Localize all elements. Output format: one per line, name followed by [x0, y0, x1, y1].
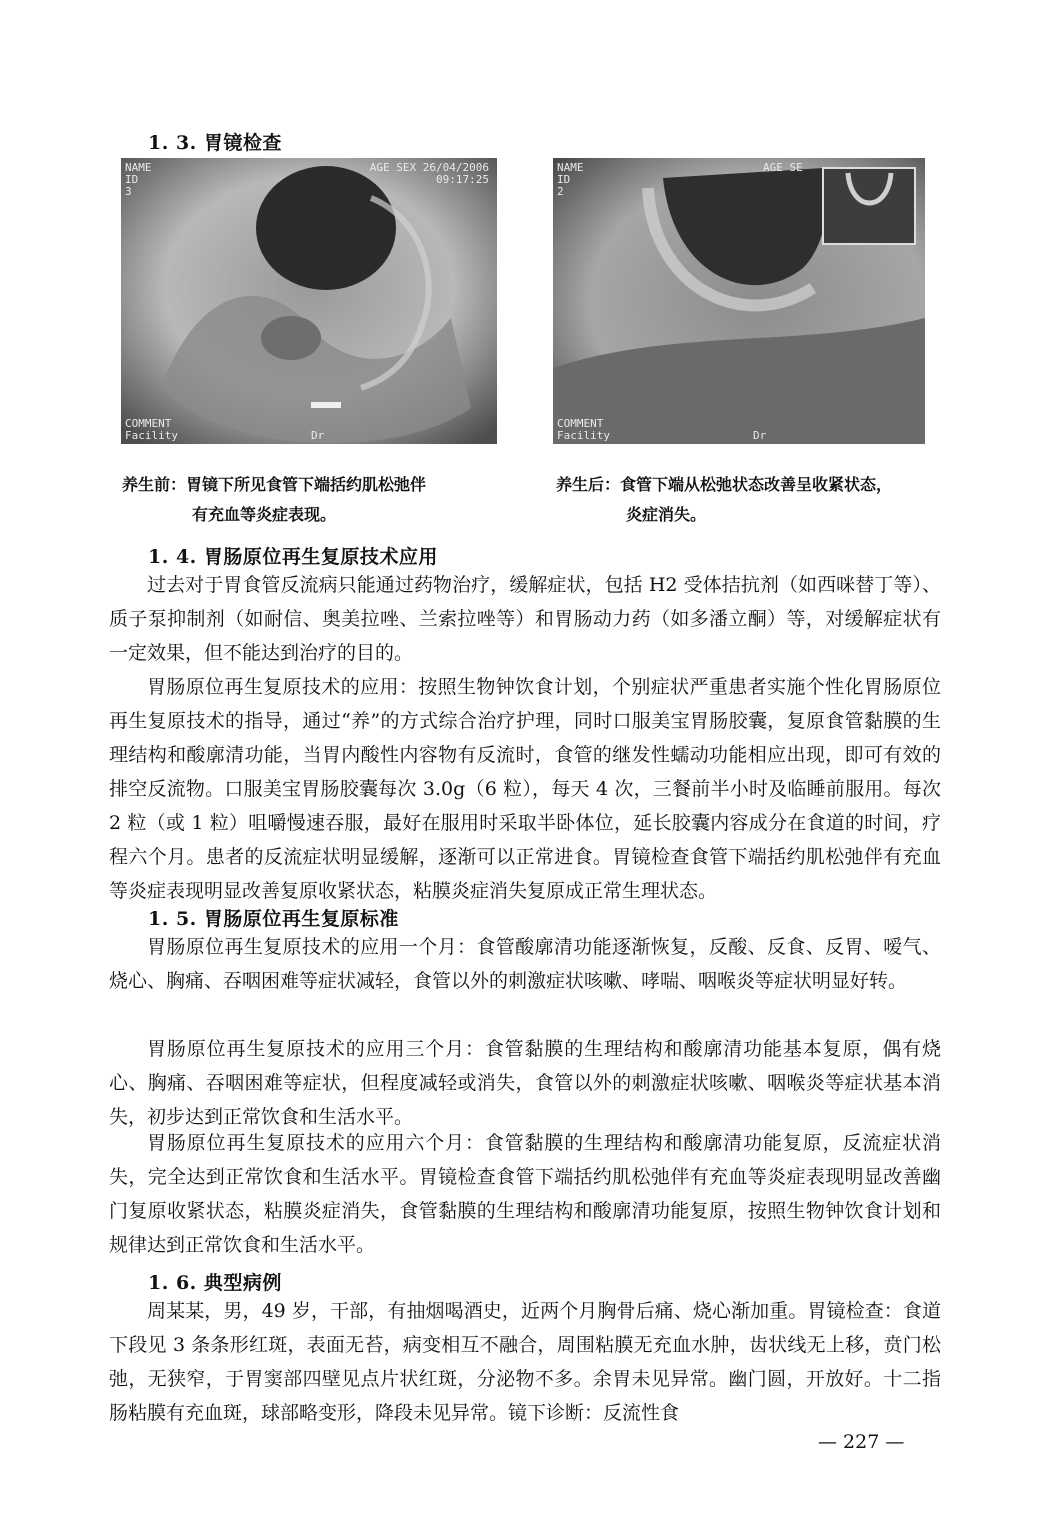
paragraph-text: 过去对于胃食管反流病只能通过药物治疗，缓解症状，包括 H2 受体拮抗剂（如西咪替丁等）、质子泵抑制剂（如耐信、奥美拉唑、兰索拉唑等）和胃肠动力药（如多潘立酮）等，对缓解症状有一定效果，但不能达到治疗的目的。 [109, 574, 941, 664]
paragraph [109, 1032, 941, 1134]
caption-after-line1: 养生后：食管下端从松弛状态改善呈收紧状态， [556, 475, 893, 494]
caption-before-line2: 有充血等炎症表现。 [192, 505, 337, 524]
paragraph [109, 670, 941, 908]
image-overlay-bottom-mid: Dr [311, 429, 325, 442]
image-overlay-top-left: NAME ID 2 [557, 161, 584, 198]
paragraph-text: 胃肠原位再生复原技术的应用一个月：食管酸廓清功能逐渐恢复，反酸、反食、反胃、嗳气、烧心、胸痛、吞咽困难等症状减轻，食管以外的刺激症状咳嗽、哮喘、咽喉炎等症状明显好转。 [109, 936, 941, 992]
image-overlay-top-right: AGE SEX 26/04/2006 09:17:25 [369, 161, 489, 186]
paragraph [109, 1294, 941, 1430]
section-heading-1-6: 1. 6. 典型病例 [148, 1272, 282, 1294]
image-overlay-bottom-left: COMMENT Facility [125, 417, 178, 442]
page-number: — 227 — [818, 1431, 905, 1453]
section-heading-1-4: 1. 4. 胃肠原位再生复原技术应用 [148, 546, 438, 568]
paragraph [109, 930, 941, 998]
caption-before-line1: 养生前：胃镜下所见食管下端括约肌松弛伴 [122, 475, 427, 494]
endoscopy-image-after [553, 158, 925, 444]
paragraph-text: 胃肠原位再生复原技术的应用六个月：食管黏膜的生理结构和酸廓清功能复原，反流症状消失，完全达到正常饮食和生活水平。胃镜检查食管下端括约肌松弛伴有充血等炎症表现明显改善幽门复原收紧状态，粘膜炎症消失，食管黏膜的生理结构和酸廓清功能复原，按照生物钟饮食计划和规律达到正常饮食和生活水平。 [109, 1132, 941, 1256]
section-heading-1-3: 1. 3. 胃镜检查 [148, 132, 282, 154]
section-heading-1-5: 1. 5. 胃肠原位再生复原标准 [148, 908, 399, 930]
caption-after-line2: 炎症消失。 [626, 505, 707, 524]
endoscopy-image-before [121, 158, 497, 444]
image-overlay-top-left: NAME ID 3 [125, 161, 152, 198]
paragraph-text: 胃肠原位再生复原技术的应用：按照生物钟饮食计划，个别症状严重患者实施个性化胃肠原位再生复原技术的指导，通过“养”的方式综合治疗护理，同时口服美宝胃肠胶囊，复原食管黏膜的生理结构和酸廓清功能，当胃内酸性内容物有反流时，食管的继发性蠕动功能相应出现，即可有效的排空反流物。口服美宝胃肠胶囊每次 3.0g（6 粒），每天 4 次，三餐前半小时及临睡前服用。每次 2 粒（或 1 粒）咀嚼慢速吞服，最好在服用时采取半卧体位，延长胶囊内容成分在食道的时间，疗程六个月。患者的反流症状明显缓解，逐渐可以正常进食。胃镜检查食管下端括约肌松弛伴有充血等炎症表现明显改善复原收紧状态，粘膜炎症消失复原成正常生理状态。 [109, 676, 941, 902]
paragraph-text: 胃肠原位再生复原技术的应用三个月：食管黏膜的生理结构和酸廓清功能基本复原，偶有烧心、胸痛、吞咽困难等症状，但程度减轻或消失，食管以外的刺激症状咳嗽、咽喉炎等症状基本消失，初步达到正常饮食和生活水平。 [109, 1038, 941, 1128]
image-overlay-bottom-mid: Dr [753, 429, 767, 442]
image-overlay-top-right: AGE SE [763, 161, 803, 174]
paragraph [109, 1126, 941, 1262]
paragraph-text: 周某某，男，49 岁，干部，有抽烟喝酒史，近两个月胸骨后痛、烧心渐加重。胃镜检查：食道下段见 3 条条形红斑，表面无苔，病变相互不融合，周围粘膜无充血水肿，齿状线无上移，贲门松弛，无狭窄，于胃窦部四壁见点片状红斑，分泌物不多。余胃未见异常。幽门圆，开放好。十二指肠粘膜有充血斑，球部略变形，降段未见异常。镜下诊断：反流性食 [109, 1300, 941, 1424]
paragraph [109, 568, 941, 670]
image-overlay-bottom-left: COMMENT Facility [557, 417, 610, 442]
